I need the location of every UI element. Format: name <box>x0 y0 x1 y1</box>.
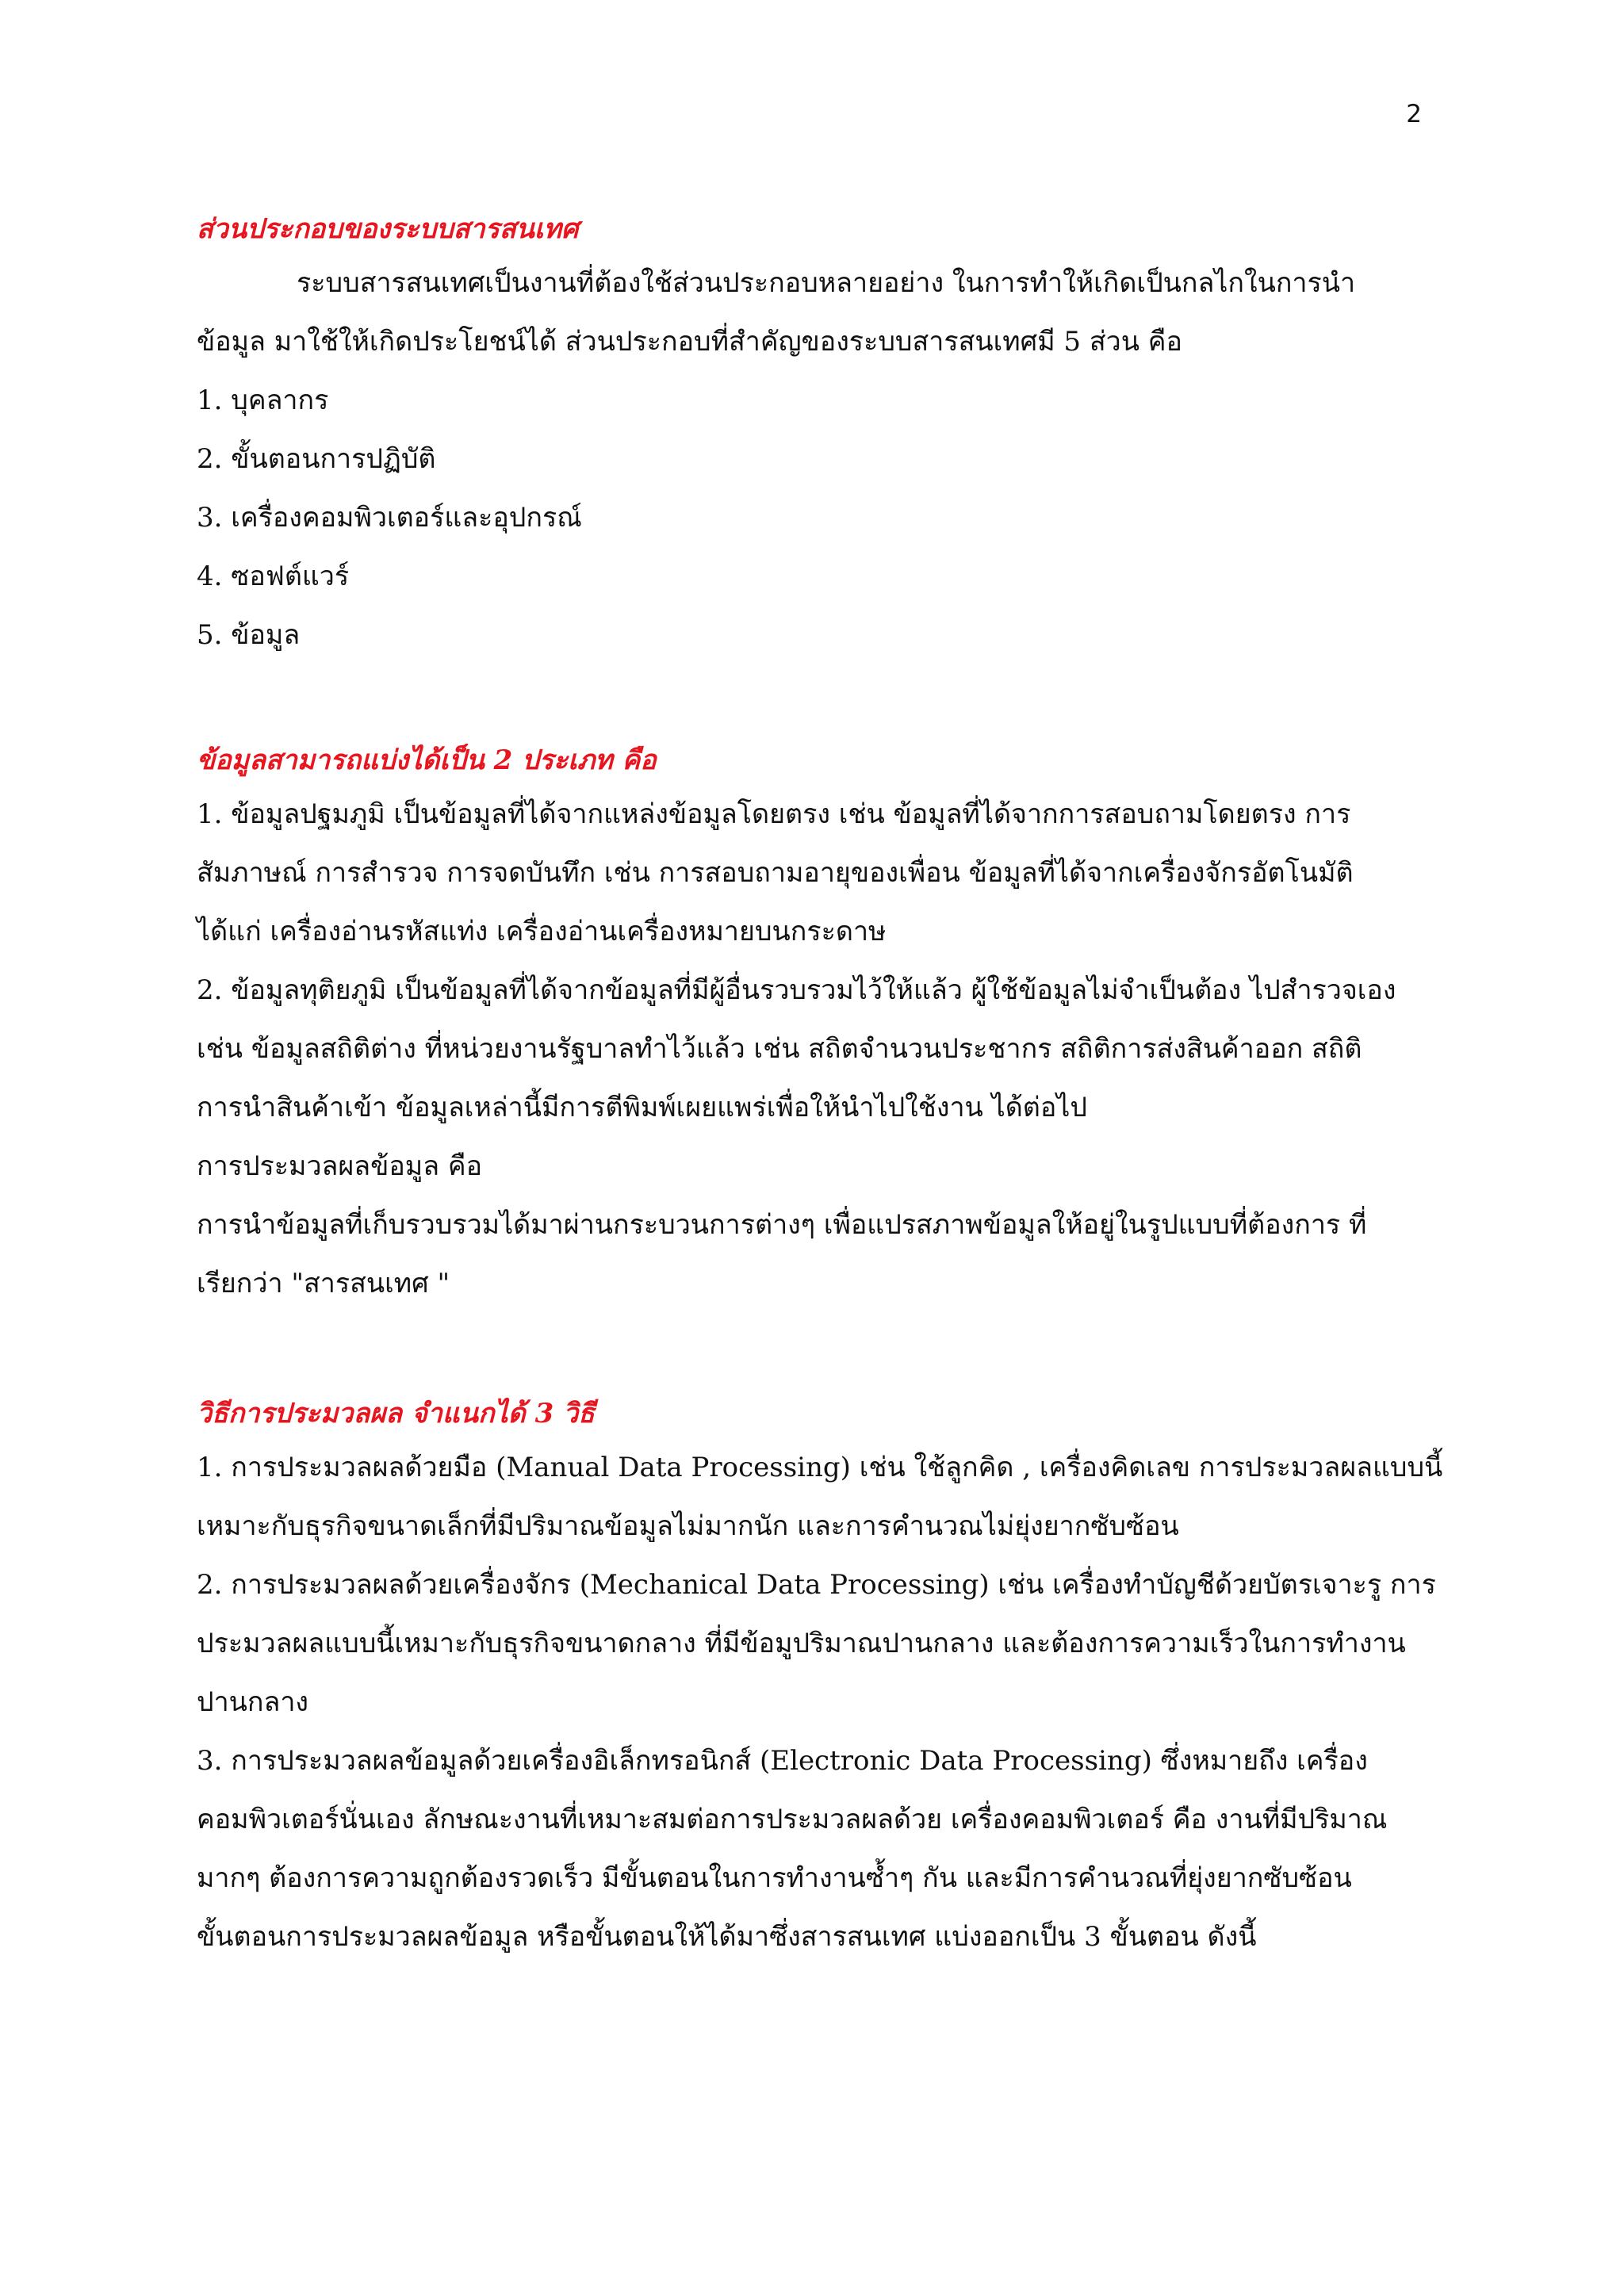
paragraph-line: ขั้นตอนการประมวลผลข้อมูล หรือขั้นตอนให้ได้มาซึ่งสารสนเทศ แบ่งออกเป็น 3 ขั้นตอน ดังนี้ <box>197 1921 1257 1953</box>
paragraph-line: การนำข้อมูลที่เก็บรวบรวมได้มาผ่านกระบวนการต่างๆ เพื่อแปรสภาพข้อมูลให้อยู่ในรูปแบบที่ต้องการ ที่ <box>197 1209 1367 1241</box>
list-item: 5. ข้อมูล <box>197 619 301 651</box>
section-heading: ข้อมูลสามารถแบ่งได้เป็น 2 ประเภท คือ <box>197 744 657 776</box>
paragraph-line: ระบบสารสนเทศเป็นงานที่ต้องใช้ส่วนประกอบหลายอย่าง ในการทำให้เกิดเป็นกลไกในการนำ <box>297 267 1356 299</box>
paragraph-line: เช่น ข้อมูลสถิติต่าง ที่หน่วยงานรัฐบาลทำไว้แล้ว เช่น สถิตจำนวนประชากร สถิติการส่งสินค้าออก สถิติ <box>197 1033 1362 1065</box>
paragraph-line: มากๆ ต้องการความถูกต้องรวดเร็ว มีขั้นตอนในการทำงานซ้ำๆ กัน และมีการคำนวณที่ยุ่งยากซับซ้อน <box>197 1862 1352 1894</box>
paragraph-line: 2. ข้อมูลทุติยภูมิ เป็นข้อมูลที่ได้จากข้อมูลที่มีผู้อื่นรวบรวมไว้ให้แล้ว ผู้ใช้ข้อมูลไม่จำเป็นต้อง ไปสำรวจเอง <box>197 974 1396 1006</box>
paragraph-line: 2. การประมวลผลด้วยเครื่องจักร (Mechanical Data Processing) เช่น เครื่องทำบัญชีด้วยบัตรเจาะรู การ <box>197 1569 1436 1601</box>
section-data-types <box>197 736 1434 1313</box>
paragraph-line: เรียกว่า "สารสนเทศ " <box>197 1268 450 1299</box>
section-heading: ส่วนประกอบของระบบสารสนเทศ <box>197 213 579 245</box>
paragraph-line: สัมภาษณ์ การสำรวจ การจดบันทึก เช่น การสอบถามอายุของเพื่อน ข้อมูลที่ได้จากเครื่องจักรอัตโนมัติ <box>197 857 1354 889</box>
section-heading: วิธีการประมวลผล จำแนกได้ 3 วิธี <box>197 1398 595 1429</box>
paragraph-line: 1. ข้อมูลปฐมภูมิ เป็นข้อมูลที่ได้จากแหล่งข้อมูลโดยตรง เช่น ข้อมูลที่ได้จากการสอบถามโดยตรง การ <box>197 798 1351 830</box>
list-item: 2. ขั้นตอนการปฏิบัติ <box>197 443 436 475</box>
paragraph-line: 3. การประมวลผลข้อมูลด้วยเครื่องอิเล็กทรอนิกส์ (Electronic Data Processing) ซึ่งหมายถึง เครื่อง <box>197 1745 1368 1777</box>
paragraph-line: ข้อมูล มาใช้ให้เกิดประโยชน์ได้ ส่วนประกอบที่สำคัญของระบบสารสนเทศมี 5 ส่วน คือ <box>197 326 1182 358</box>
paragraph-line: การนำสินค้าเข้า ข้อมูลเหล่านี้มีการตีพิมพ์เผยแพร่เพื่อให้นำไปใช้งาน ได้ต่อไป <box>197 1092 1087 1123</box>
paragraph-line: คอมพิวเตอร์นั่นเอง ลักษณะงานที่เหมาะสมต่อการประมวลผลด้วย เครื่องคอมพิวเตอร์ คือ งานที่มีปริมาณ <box>197 1804 1388 1835</box>
list-item: 4. ซอฟต์แวร์ <box>197 561 350 592</box>
list-item: 1. บุคลากร <box>197 385 329 416</box>
section-processing-methods <box>197 1389 1443 1966</box>
page-number: 2 <box>1406 100 1422 128</box>
list-item: 3. เครื่องคอมพิวเตอร์และอุปกรณ์ <box>197 502 582 534</box>
paragraph-line: 1. การประมวลผลด้วยมือ (Manual Data Processing) เช่น ใช้ลูกคิด , เครื่องคิดเลข การประมวลผลแบบนี้ <box>197 1452 1443 1483</box>
paragraph-line: ปานกลาง <box>197 1686 309 1718</box>
section-information-system-components <box>197 205 1434 664</box>
paragraph-line: ได้แก่ เครื่องอ่านรหัสแท่ง เครื่องอ่านเครื่องหมายบนกระดาษ <box>197 916 887 947</box>
paragraph-line: การประมวลผลข้อมูล คือ <box>197 1150 483 1182</box>
paragraph-line: เหมาะกับธุรกิจขนาดเล็กที่มีปริมาณข้อมูลไม่มากนัก และการคำนวณไม่ยุ่งยากซับซ้อน <box>197 1510 1179 1542</box>
paragraph-line: ประมวลผลแบบนี้เหมาะกับธุรกิจขนาดกลาง ที่มีข้อมูปริมาณปานกลาง และต้องการความเร็วในการทำงาน <box>197 1628 1406 1659</box>
